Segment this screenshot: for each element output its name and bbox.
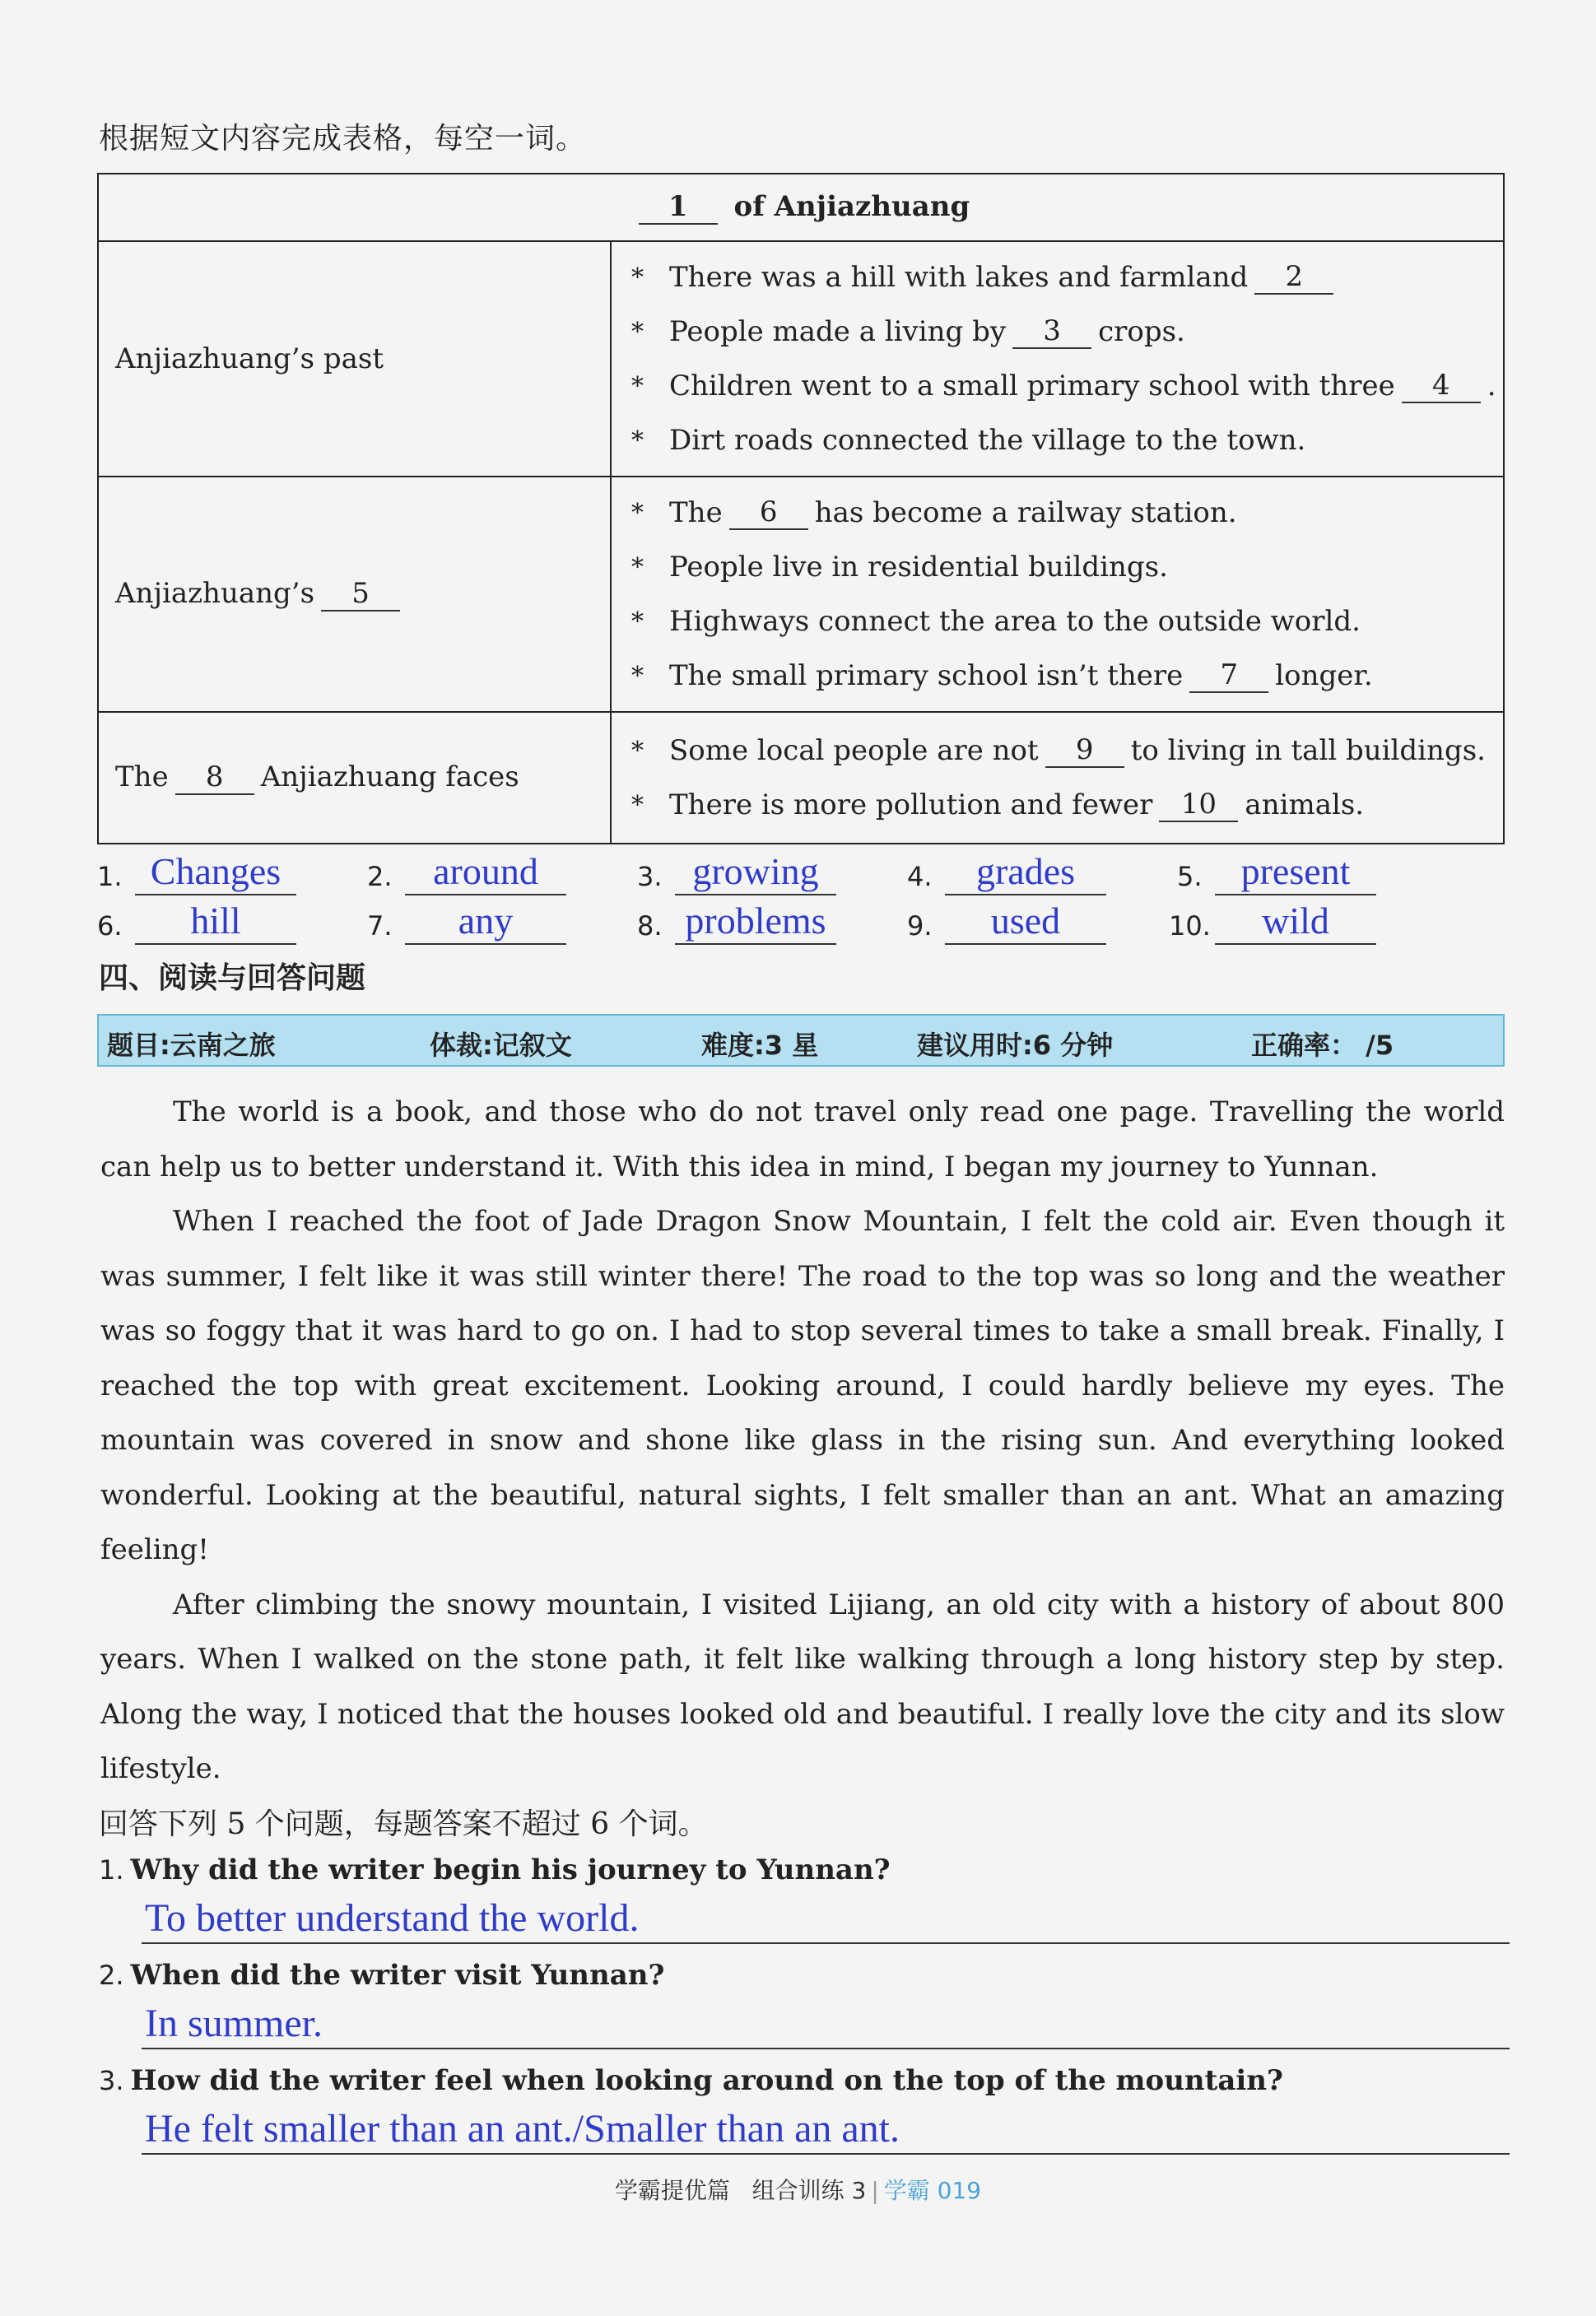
table-row-present: [98, 477, 1504, 712]
table-instruction: 根据短文内容完成表格，每空一词。: [99, 122, 587, 156]
list-item: * Highways connect the area to the outside world.: [631, 605, 1361, 638]
page-number: 019: [937, 2177, 982, 2204]
answer-word: hill: [135, 900, 296, 945]
row-label: The 8 Anjiazhuang faces: [98, 712, 611, 844]
summary-table: [97, 173, 1505, 844]
reading-passage: [100, 1085, 1505, 1797]
answer-word: around: [405, 850, 566, 895]
list-item: * Some local people are not 9 to living in tall buildings.: [631, 732, 1486, 767]
answer-line: To better understand the world.: [142, 1895, 1510, 1944]
passage-paragraph: After climbing the snowy mountain, I visited Lijiang, an old city with a history of about 800 years. When I walked on the stone path, it felt like walking through a long history step by step. Along the way, I noticed that the houses looked old and beautiful. I really love the city and its slow lifestyle.: [100, 1588, 1505, 1785]
title-blank: 1: [639, 190, 718, 226]
blank-9: 9: [1045, 733, 1124, 769]
answer-word: used: [945, 900, 1106, 945]
table-row-problems: [98, 712, 1504, 844]
answer-word: any: [405, 900, 566, 945]
blank-4: 4: [1402, 369, 1481, 404]
blank-3: 3: [1012, 314, 1091, 350]
passage-paragraph: The world is a book, and those who do not travel only read one page. Travelling the world can help us to better understand it. With this idea in mind, I began my journey to Yunnan.: [100, 1095, 1505, 1184]
blank-5: 5: [321, 577, 400, 612]
table-row-past: [98, 241, 1504, 477]
info-time: 建议用时:6 分钟: [917, 1030, 1114, 1061]
question-2: 2. When did the writer visit Yunnan? In summer.: [99, 1959, 1506, 1992]
passage-paragraph: When I reached the foot of Jade Dragon Snow Mountain, I felt the cold air. Even though it was summer, I felt like it was still winter there! The road to the top was so long and the weather was so foggy that it was hard to go on. I had to stop several times to take a small break. Finally, I reached the top with great excitement. Looking around, I could hardly believe my eyes. The mountain was covered in snow and shone like glass in the rising sun. And everything looked wonderful. Looking at the beautiful, natural sights, I felt smaller than an ant. What an amazing feeling!: [100, 1205, 1505, 1566]
question-text: When did the writer visit Yunnan?: [130, 1959, 665, 1992]
answer-word: grades: [945, 850, 1106, 895]
list-item: * There is more pollution and fewer 10 animals.: [631, 787, 1365, 821]
footer-unit: 组合训练 3: [751, 2177, 867, 2204]
section-title: 四、阅读与回答问题: [99, 961, 366, 995]
answer-line: He felt smaller than an ant./Smaller than an ant.: [142, 2105, 1510, 2155]
blank-10: 10: [1159, 788, 1238, 823]
question-instruction: 回答下列 5 个问题，每题答案不超过 6 个词。: [99, 1807, 708, 1841]
answer-row-2: 6. hill 7. any 8. problems 9. used 10. wild: [97, 895, 1529, 945]
info-genre: 体裁:记叙文: [430, 1030, 572, 1061]
list-item: * People made a living by 3 crops.: [631, 314, 1185, 348]
info-accuracy: 正确率： /5: [1251, 1030, 1394, 1061]
question-text: How did the writer feel when looking around on the top of the mountain?: [130, 2064, 1283, 2097]
list-item: * Children went to a small primary school with three 4 .: [631, 368, 1496, 402]
row-label-text: Anjiazhuang’s: [115, 576, 315, 610]
answer-line: In summer.: [142, 2000, 1510, 2049]
blank-7: 7: [1189, 658, 1268, 694]
answer-word: growing: [675, 850, 836, 895]
list-item: * The 6 has become a railway station.: [631, 495, 1237, 529]
answer-word: wild: [1215, 900, 1376, 945]
row-items: [611, 241, 1504, 477]
page-footer: [0, 2173, 1596, 2206]
blank-6: 6: [729, 495, 808, 531]
row-label: [98, 477, 611, 712]
list-item: * People live in residential buildings.: [631, 551, 1168, 584]
question-1: 1. Why did the writer begin his journey to Yunnan? To better understand the world.: [99, 1853, 1506, 1886]
row-label-text: The: [115, 760, 169, 793]
answer-row-1: 1. Changes 2. around 3. growing 4. grades 5. present: [97, 846, 1529, 895]
row-label: [98, 241, 611, 477]
footer-book: 学霸提优篇: [614, 2177, 730, 2204]
footer-brand: 学霸: [883, 2177, 930, 2204]
table-title: [98, 174, 1504, 241]
row-items: [611, 712, 1504, 844]
title-text: of Anjiazhuang: [733, 189, 970, 223]
answer-word: Changes: [135, 850, 296, 895]
answer-word: present: [1215, 850, 1376, 895]
question-3: 3. How did the writer feel when looking around on the top of the mountain? He felt smaller than an ant./Smaller than an ant.: [99, 2064, 1506, 2097]
question-text: Why did the writer begin his journey to Yunnan?: [130, 1853, 891, 1886]
row-label-text: Anjiazhuang’s past: [115, 342, 384, 375]
footer-separator: |: [871, 2177, 879, 2204]
info-bar: [97, 1014, 1505, 1067]
list-item: * There was a hill with lakes and farmland 2: [631, 250, 1503, 305]
info-difficulty: 难度:3 星: [701, 1030, 819, 1061]
blank-8: 8: [175, 760, 254, 796]
list-item: * Dirt roads connected the village to the town.: [631, 424, 1306, 457]
row-items: [611, 477, 1504, 712]
list-item: * The small primary school isn’t there 7 longer.: [631, 658, 1373, 692]
answer-word: problems: [675, 900, 836, 945]
info-topic: 题目:云南之旅: [107, 1030, 276, 1061]
blank-2: 2: [1254, 260, 1333, 295]
